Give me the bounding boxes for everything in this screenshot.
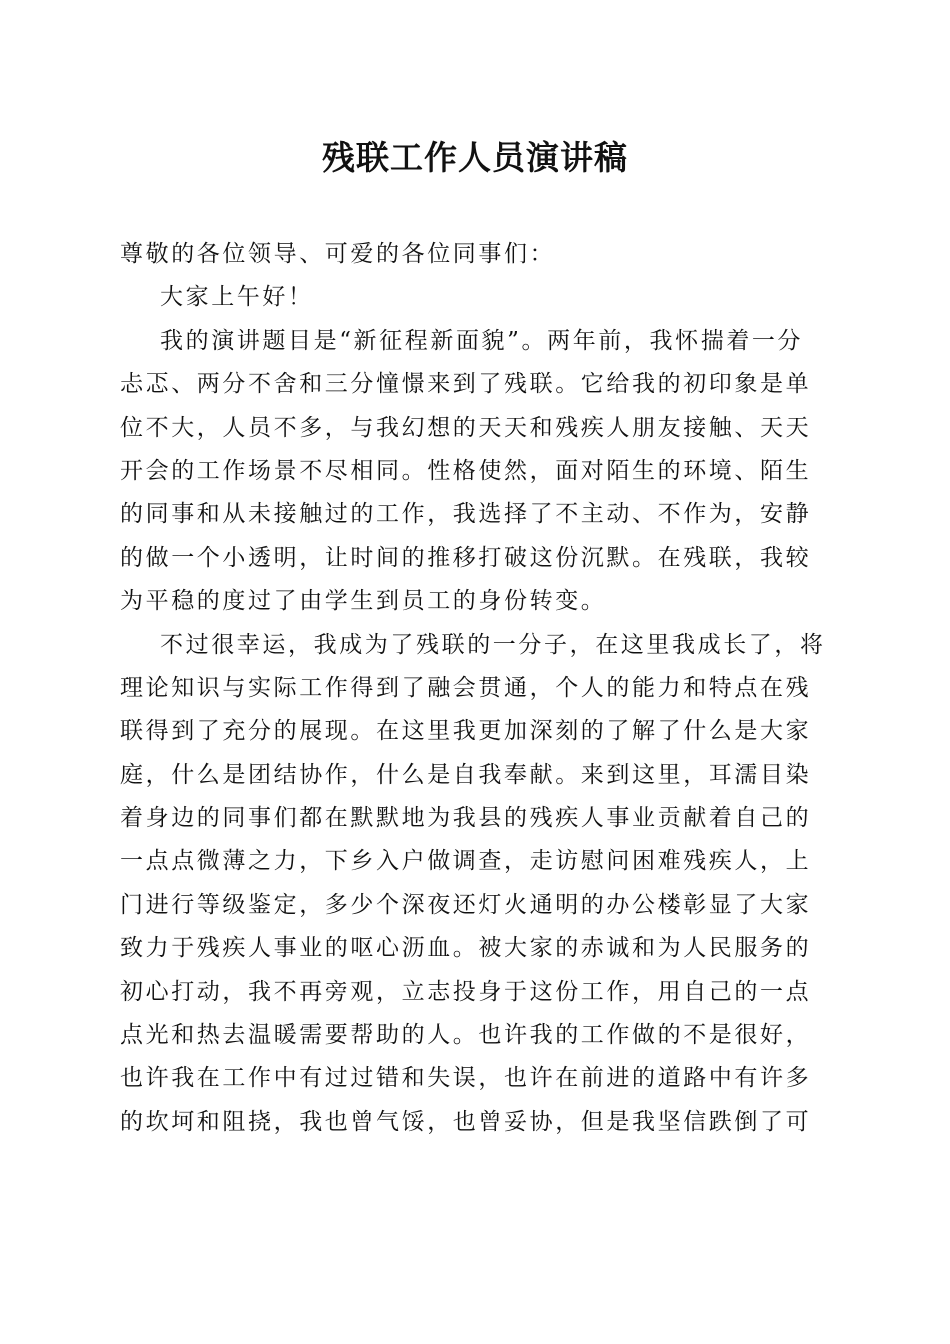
- paragraph-line: 位不大，人员不多，与我幻想的天天和残疾人朋友接触、天天: [120, 414, 812, 441]
- document-body: [120, 233, 826, 1144]
- paragraph-line: 的坎坷和阻挠，我也曾气馁，也曾妥协，但是我坚信跌倒了可: [120, 1108, 812, 1135]
- paragraph-line: 忐忑、两分不舍和三分憧憬来到了残联。它给我的初印象是单: [120, 371, 812, 398]
- paragraph-line: 也许我在工作中有过过错和失误，也许在前进的道路中有许多: [120, 1065, 812, 1092]
- paragraph-line: 理论知识与实际工作得到了融会贯通，个人的能力和特点在残: [120, 674, 812, 701]
- paragraph-line: 开会的工作场景不尽相同。性格使然，面对陌生的环境、陌生: [120, 457, 812, 484]
- paragraph-line: 致力于残疾人事业的呕心沥血。被大家的赤诚和为人民服务的: [120, 935, 812, 962]
- salutation: 尊敬的各位领导、可爱的各位同事们：: [120, 241, 556, 267]
- paragraph-line: 的做一个小透明，让时间的推移打破这份沉默。在残联，我较: [120, 544, 812, 571]
- paragraph-line: 门进行等级鉴定，多少个深夜还灯火通明的办公楼彰显了大家: [120, 891, 812, 918]
- paragraph-line: 不过很幸运，我成为了残联的一分子，在这里我成长了，将: [160, 631, 826, 658]
- paragraph-line: 一点点微薄之力，下乡入户做调查，走访慰问困难残疾人，上: [120, 848, 812, 875]
- paragraph-line: 为平稳的度过了由学生到员工的身份转变。: [120, 588, 607, 615]
- paragraph-line: 点光和热去温暖需要帮助的人。也许我的工作做的不是很好，: [120, 1022, 812, 1049]
- paragraph-line: 初心打动，我不再旁观，立志投身于这份工作，用自己的一点: [120, 978, 812, 1005]
- document-title: 残联工作人员演讲稿: [322, 138, 628, 177]
- paragraph-line: 联得到了充分的展现。在这里我更加深刻的了解了什么是大家: [120, 718, 812, 745]
- paragraph-line: 的同事和从未接触过的工作，我选择了不主动、不作为，安静: [120, 501, 812, 528]
- paragraph-line: 庭，什么是团结协作，什么是自我奉献。来到这里，耳濡目染: [120, 761, 812, 788]
- paragraph-2: [120, 624, 826, 1145]
- paragraph-line: 着身边的同事们都在默默地为我县的残疾人事业贡献着自己的: [120, 805, 812, 832]
- paragraph-line: 我的演讲题目是“新征程新面貌”。两年前，我怀揣着一分: [160, 327, 804, 354]
- greeting: 大家上午好！: [160, 284, 314, 311]
- paragraph-1: [120, 320, 822, 624]
